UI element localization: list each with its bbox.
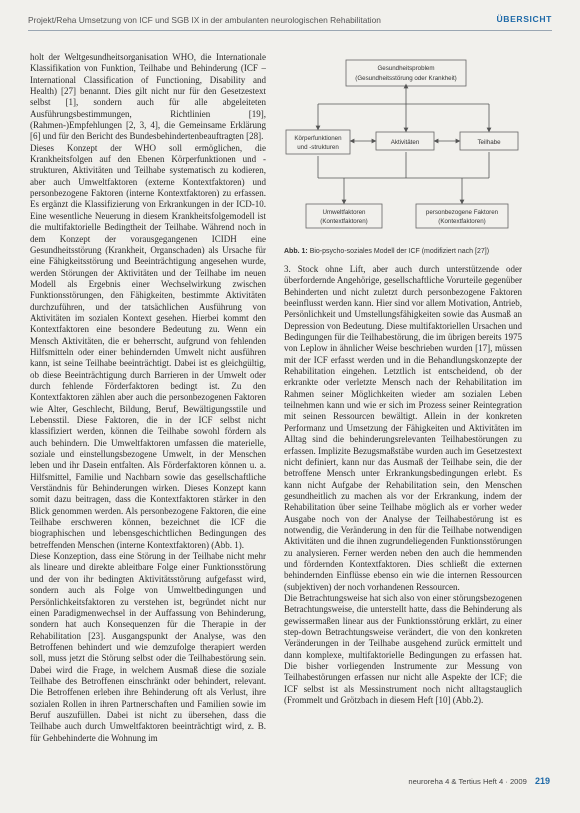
box-bl-line2: (Kontextfaktoren) [320,218,368,225]
figure-caption [284,248,524,255]
paragraph: Dieses Konzept der WHO soll ermöglichen, die Krankheitsfolgen auf den Ebenen Körperfunktionen und -strukturen, Aktivitäten und Teilhabe systematisch zu kodieren, aber auch Umweltfaktoren (externe Kontextfaktoren) und personbezogene Faktoren (interne Kontextfaktoren) zu erfassen. Es ergänzt die Klassifizierung von Erkrankungen in der ICD-10. Eine wesentliche Neuerung in diesem Krankheitsfolgemodell ist die multifaktorielle Bedingtheit der Teilhabe. Während noch in dem Konzept der vorausgegangenen ICIDH eine Gesundheitsstörung (Krankheit, Organschaden) als Ursache für eine Fähigkeitsstörung und Beeinträchtigung angesehen wurde, werden Störungen der Aktivitäten und der Teilhabe im neuen Modell als Ergebnis einer Wechselwirkung zwischen Funktionsstörungen, den Fähigkeiten, bestimmte Aktivitäten durchzuführen, und der tatsächlichen Ausführung von Aktivitäten im sozialen Kontext gesehen. Hierbei kommt den Kontextfaktoren eine besondere Bedeutung zu. Wenn ein Mensch Aktivitäten, die er beherrscht, aufgrund von fehlenden Hilfsmitteln oder einer behindernden Umwelt nicht ausführen kann, ist seine Teilhabe beeinträchtigt. Dabei ist es gleichgültig, ob diese Beeinträchtigung durch Barrieren in der Umwelt oder durch fehlende Förderfaktoren bedingt ist. Zu den Kontextfaktoren zählen aber auch die personbezogenen Faktoren wie Alter, Geschlecht, Bildung, Beruf, Bewältigungsstile und Lebensstil. Diese Faktoren, die in der ICF selbst nicht klassifiziert werden, können die Teilhabe sowohl fördern als auch behindern. Die Umweltfaktoren umfassen die materielle, soziale und einstellungsbezogene Umwelt, in der Menschen leben und ihr Dasein entfalten. Als Förderfaktoren können u. a. Hilfsmittel, Familie und Nachbarn sowie das gesellschaftliche Verständnis für Behinderungen wirken. Dieses Konzept kann somit dazu beitragen, dass die Kontextfaktoren stärker in den Blick genommen werden. Als personbezogene Faktoren, die eine Teilhabe erschweren können, bezeichnet die ICF die biographischen und lebensgeschichtlichen Bedingungen des betreffenden Menschen (interne Kontextfaktoren) (Abb. 1). [30,142,266,550]
paragraph: holt der Weltgesundheitsorganisation WHO, die Internationale Klassifikation von Funktion, Teilhabe und Behinderung (ICF – International Classification of Functioning, Disability and Health) [27] benannt. Dies gilt nicht nur für den Gesetzestext selbst [1], sondern auch für alle abgeleiteten Ausführungsbestimmungen, Richtlinien [19], (Rahmen-)Empfehlungen [2, 3, 4], die Gemeinsame Erklärung [6] und für den Bericht des Bundesbehindertenbeauftragten [28]. [30,52,266,142]
caption-text: Bio-psycho-soziales Modell der ICF (modifiziert nach [27]) [309,248,490,255]
icf-model-figure [284,54,522,244]
box-left-line2: und -strukturen [297,144,339,151]
page-number: 219 [534,776,550,786]
box-top-line1: Gesundheitsproblem [377,65,435,72]
running-title: Projekt/Reha Umsetzung von ICF und SGB IX in der ambulanten neurologischen Rehabilitation [28,15,381,25]
paragraph: Die Betrachtungsweise hat sich also von einer störungsbezogenen Betrachtungsweise, die unterstellt hatte, dass die Behinderung als gewissermaßen linear aus der Funktionsstörung erklärt, zu einer step-down Betrachtungsweise verändert, die von den konkreten Veränderungen in der Teilhabe ausgehend zurück ermittelt und dann komplexe, multifaktorielle Bedingungen zu erfassen hat. Die bisher vorliegenden Instrumente zur Messung von Teilhabestörungen erfassen nur nicht alle Aspekte der ICF; die ICF selbst ist als Messinstrument noch nicht alltagstauglich (Frommelt und Grötzbach in diesem Heft [10] (Abb.2). [284,592,522,706]
section-label: ÜBERSICHT [496,14,552,24]
paragraph: 3. Stock ohne Lift, aber auch durch unterstützende oder überfordernde Angehörige, gesellschaftliche Vorurteile gegenüber Behinderten und nicht zuletzt durch personbezogene Faktoren beeinflusst werden kann. Hier sind vor allem Motivation, Antrieb, Persönlichkeit und Umstellungsfähigkeiten sowie das Ausmaß an Depression von Bedeutung. Diese multifaktoriellen Ursachen und Bedingungen für die Teilhabestörung, die im übrigen bereits 1975 von Leplow in ähnlicher Weise beschrieben wurden [17], müssen mit der ICF erfasst werden und in die Behandlungskonzepte der Rehabilitation eingehen. Letztlich ist entscheidend, ob der erkrankte oder verletzte Mensch nach der Rehabilitation im Rahmen seiner Möglichkeiten wieder am sozialen Leben teilnehmen kann und wie er sich im Prozess seiner Reintegration mit seinen Ressourcen bewältigt. Allein in der konkreten Performanz und Umsetzung der Fähigkeiten und Aktivitäten im Alltag sind die behinderungsrelevanten Teilhabestörungen zu erfassen. Implizite Bezugsmaßstäbe wurden auch im Gesetzestext nicht definiert, kann nur das Ausmaß der Teilhabe sein, die der betroffene Mensch unter Erkrankungsbedingungen erlebt. Es kann nicht Aufgabe der Rehabilitation sein, den Menschen gesundheitlich zu machen als vor der Erkrankung, indem der Rehabilitation über seine Teilhabe möglich als er vorher weder Ausgabe noch von der Analyse der Teilhabestörung ist es notwendig, die Veränderung in den für die Teilhabe notwendigen Aktivitäten und die ihnen zugrundeliegenden Funktionsstörungen zu analysieren. Ferner werden neben den auch die hemmenden und fördernden Kontextfaktoren. Dies schließt die externen behindernden Einflüsse ebenso ein wie die internen Ressourcen (subjektiven) der noch vorhandenen Ressourcen. [284,264,522,592]
paragraph: Diese Konzeption, dass eine Störung in der Teilhabe nicht mehr als lineare und direkte ableitbare Folge einer Funktionsstörung und der von ihr bedingten Aktivitätsstörung aufgefasst wird, sondern auch als Folge von Umweltbedingungen und Persönlichkeitsfaktoren zu verstehen ist, begründet nicht nur einen Paradigmenwechsel in der Auffassung von Behinderung, sondern hat auch Konsequenzen für die Therapie in der Rehabilitation [23]. Ausgangspunkt der Analyse, was den Betroffenen behindert und wie demzufolge therapiert werden soll, muss jetzt die Störung selbst oder die Teilhabestörung sein. Dabei wird die Frage, in welchem Ausmaß diese die soziale Teilhabe des Betroffenen einschränkt oder behindert, relevant. Die Betroffenen erleben ihre Behinderung oft als Verlust, ihre sozialen Rollen in ihren Partnerschaften und Familien sowie im Beruf auszufüllen. Dabei ist nicht zu übersehen, dass die Teilhabe auch durch Umweltfaktoren beeinträchtigt wird, z. B. für Gehbehinderte die Wohnung im [30,551,266,743]
box-right: Teilhabe [477,139,501,146]
icf-model-diagram [284,54,522,244]
box-br-line2: (Kontextfaktoren) [438,218,486,225]
box-health-problem [346,60,466,86]
running-header [28,14,552,31]
journal-name: neuroreha 4 & Tertius [408,777,481,786]
box-left-line1: Körperfunktionen [294,135,342,142]
box-bl-line1: Umweltfaktoren [322,209,366,216]
box-br-line1: personbezogene Faktoren [425,209,499,216]
issue-info: Heft 4 · 2009 [482,777,527,786]
right-column [284,264,522,762]
box-mid: Aktivitäten [390,139,420,146]
box-top-line2: (Gesundheitsstörung oder Krankheit) [355,75,457,82]
left-column [30,52,266,772]
caption-label: Abb. 1: [284,248,308,255]
page-footer [408,776,550,786]
